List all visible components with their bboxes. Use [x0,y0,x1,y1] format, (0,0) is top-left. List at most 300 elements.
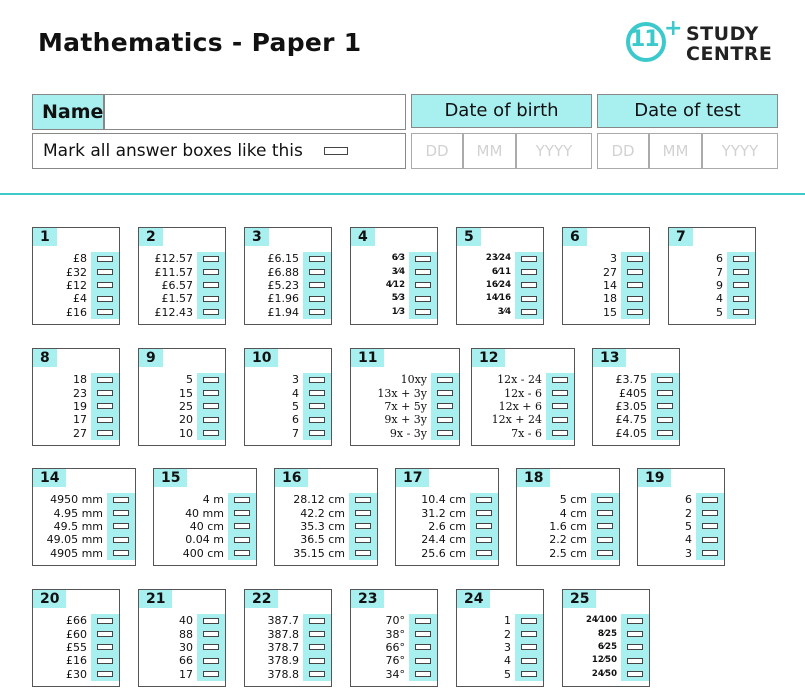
answer-label: 23⁄24 [485,253,511,264]
answer-checkbox[interactable] [355,523,371,529]
answer-label: £55 [66,640,87,654]
dot-day-field[interactable]: DD [597,133,649,169]
answer-label: 16⁄24 [485,279,511,290]
answer-checkbox[interactable] [552,377,568,383]
question-1 [32,227,120,325]
question-options [586,614,649,681]
answer-option [73,427,119,440]
answer-checkbox[interactable] [552,417,568,423]
answer-checkbox[interactable] [97,296,113,302]
answer-checkbox[interactable] [627,658,643,664]
answer-label: 0.04 m [185,533,224,547]
question-7 [668,227,756,325]
answer-checkbox[interactable] [309,256,325,262]
answer-box-cell [91,654,119,667]
answer-checkbox[interactable] [309,403,325,409]
answer-checkbox[interactable] [521,256,537,262]
answer-label: 49.05 mm [46,533,103,547]
answer-checkbox[interactable] [97,390,113,396]
answer-option [685,547,724,560]
answer-label: 40 mm [185,506,224,520]
question-options [492,373,574,440]
answer-checkbox[interactable] [203,618,219,624]
answer-checkbox[interactable] [597,497,613,503]
answer-checkbox[interactable] [521,644,537,650]
answer-box-cell [91,641,119,654]
answer-box-cell [303,306,331,319]
answer-option [179,373,225,386]
answer-box-cell [591,493,619,506]
answer-box-cell [197,400,225,413]
answer-box-cell [621,627,649,640]
answer-checkbox[interactable] [97,417,113,423]
answer-checkbox[interactable] [234,510,250,516]
answer-checkbox[interactable] [203,430,219,436]
answer-label: 9 [716,278,723,292]
answer-checkbox[interactable] [627,644,643,650]
answer-label: £4.05 [615,426,647,440]
answer-checkbox[interactable] [627,256,643,262]
answer-option [616,413,680,426]
answer-checkbox[interactable] [234,550,250,556]
answer-box-cell [303,400,331,413]
answer-option [268,654,332,667]
answer-checkbox[interactable] [552,390,568,396]
answer-checkbox[interactable] [234,537,250,543]
answer-box-cell [515,292,543,305]
answer-label: 3⁄4 [497,306,511,317]
dob-label: Date of birth [411,94,592,128]
answer-box-cell [651,373,679,386]
answer-checkbox[interactable] [415,618,431,624]
answer-box-cell [197,668,225,681]
answer-label: £1.57 [161,292,193,306]
answer-checkbox[interactable] [234,497,250,503]
answer-option [293,493,377,506]
answer-box-cell [546,400,574,413]
answer-checkbox[interactable] [627,631,643,637]
answer-box-cell [651,400,679,413]
answer-option [73,413,119,426]
question-number: 21 [139,590,172,608]
answer-label: 5⁄3 [391,293,405,304]
answer-option [549,547,619,560]
answer-option [386,614,438,627]
question-13 [592,348,680,446]
answer-checkbox[interactable] [627,296,643,302]
question-23 [350,589,438,687]
answer-box-cell [349,533,377,546]
answer-box-cell [303,373,331,386]
question-options [47,493,135,560]
answer-checkbox[interactable] [521,631,537,637]
answer-label: 3 [504,640,511,654]
answer-checkbox[interactable] [415,671,431,677]
answer-checkbox[interactable] [309,631,325,637]
answer-option [293,533,377,546]
answer-box-cell [107,547,135,560]
answer-box-cell [228,533,256,546]
question-18 [516,468,620,566]
dot-year-field[interactable]: YYYY [702,133,778,169]
answer-checkbox[interactable] [97,256,113,262]
answer-checkbox[interactable] [733,296,749,302]
answer-checkbox[interactable] [702,523,718,529]
answer-label: £6.88 [267,265,299,279]
answer-checkbox[interactable] [437,390,453,396]
answer-option [486,279,543,292]
question-options [716,252,755,319]
answer-checkbox[interactable] [521,309,537,315]
answer-checkbox[interactable] [733,309,749,315]
answer-box-cell [651,413,679,426]
answer-option [421,506,498,519]
answer-option [268,279,332,292]
answer-checkbox[interactable] [552,403,568,409]
answer-option [292,400,331,413]
question-number: 12 [472,349,505,367]
answer-label: £4 [73,292,87,306]
answer-option [586,641,649,654]
answer-checkbox[interactable] [597,510,613,516]
answer-option [586,654,649,667]
answer-box-cell [303,668,331,681]
answer-box-cell [621,252,649,265]
answer-label: 6⁄3 [391,253,405,264]
answer-checkbox[interactable] [437,417,453,423]
answer-checkbox[interactable] [97,403,113,409]
question-17 [395,468,499,566]
answer-checkbox[interactable] [476,510,492,516]
answer-label: 15 [179,386,193,400]
answer-box-cell [621,292,649,305]
answer-checkbox[interactable] [203,658,219,664]
answer-option [268,306,332,319]
answer-box-cell [621,306,649,319]
answer-checkbox[interactable] [203,282,219,288]
answer-box-cell [696,547,724,560]
answer-checkbox[interactable] [355,550,371,556]
answer-label: £11.57 [154,265,193,279]
answer-box-cell [546,427,574,440]
question-5 [456,227,544,325]
answer-checkbox[interactable] [309,658,325,664]
question-number: 3 [245,228,269,246]
answer-checkbox[interactable] [113,523,129,529]
answer-checkbox[interactable] [476,550,492,556]
answer-checkbox[interactable] [521,296,537,302]
answer-label: 5 [716,305,723,319]
answer-checkbox[interactable] [627,671,643,677]
answer-box-cell [409,279,437,292]
answer-checkbox[interactable] [309,417,325,423]
answer-checkbox[interactable] [733,269,749,275]
dob-day-field[interactable]: DD [411,133,463,169]
answer-label: 49.5 mm [53,519,103,533]
answer-checkbox[interactable] [415,644,431,650]
answer-box-cell [228,520,256,533]
answer-checkbox[interactable] [309,671,325,677]
answer-option [73,373,119,386]
answer-checkbox[interactable] [415,631,431,637]
answer-box-cell [303,614,331,627]
answer-checkbox[interactable] [597,550,613,556]
answer-checkbox[interactable] [657,417,673,423]
answer-label: 24.4 cm [421,533,466,547]
answer-checkbox[interactable] [415,309,431,315]
answer-label: 3 [610,252,617,266]
answer-checkbox[interactable] [309,618,325,624]
answer-checkbox[interactable] [355,510,371,516]
answer-checkbox[interactable] [309,296,325,302]
answer-option [66,627,119,640]
answer-checkbox[interactable] [552,430,568,436]
answer-checkbox[interactable] [203,377,219,383]
answer-label: 4 [716,292,723,306]
answer-label: 400 cm [182,546,224,560]
answer-checkbox[interactable] [203,631,219,637]
answer-checkbox[interactable] [97,269,113,275]
question-number: 7 [669,228,693,246]
answer-checkbox[interactable] [97,282,113,288]
answer-box-cell [303,265,331,278]
answer-option [293,547,377,560]
answer-checkbox[interactable] [702,497,718,503]
answer-checkbox[interactable] [97,631,113,637]
answer-box-cell [409,641,437,654]
answer-label: 5 cm [559,493,587,507]
answer-checkbox[interactable] [702,550,718,556]
answer-box-cell [197,627,225,640]
answer-checkbox[interactable] [203,296,219,302]
answer-box-cell [91,386,119,399]
answer-label: 1.6 cm [549,519,587,533]
question-options [73,373,119,440]
answer-checkbox[interactable] [415,282,431,288]
answer-checkbox[interactable] [415,269,431,275]
dot-month-field[interactable]: MM [649,133,702,169]
answer-checkbox[interactable] [702,510,718,516]
answer-checkbox[interactable] [97,658,113,664]
answer-label: £3.05 [615,399,647,413]
dob-year-field[interactable]: YYYY [516,133,592,169]
answer-checkbox[interactable] [203,671,219,677]
answer-checkbox[interactable] [113,510,129,516]
answer-checkbox[interactable] [309,390,325,396]
answer-checkbox[interactable] [521,618,537,624]
answer-label: 13x + 3y [377,386,427,400]
answer-label: 88 [179,627,193,641]
answer-checkbox[interactable] [437,377,453,383]
answer-label: 387.7 [267,614,299,628]
question-20 [32,589,120,687]
answer-checkbox[interactable] [702,537,718,543]
answer-checkbox[interactable] [627,282,643,288]
question-number: 19 [638,469,671,487]
answer-checkbox[interactable] [203,309,219,315]
answer-option [155,265,226,278]
answer-checkbox[interactable] [97,618,113,624]
answer-option [183,493,256,506]
answer-option [386,668,438,681]
answer-box-cell [303,413,331,426]
answer-checkbox[interactable] [476,537,492,543]
answer-checkbox[interactable] [97,430,113,436]
answer-option [549,493,619,506]
answer-checkbox[interactable] [657,390,673,396]
answer-checkbox[interactable] [627,269,643,275]
answer-checkbox[interactable] [113,537,129,543]
answer-checkbox[interactable] [203,390,219,396]
answer-checkbox[interactable] [597,537,613,543]
answer-option [386,252,437,265]
answer-checkbox[interactable] [234,523,250,529]
answer-checkbox[interactable] [309,430,325,436]
answer-checkbox[interactable] [113,497,129,503]
answer-checkbox[interactable] [521,658,537,664]
answer-checkbox[interactable] [203,256,219,262]
answer-box-cell [515,279,543,292]
answer-box-cell [696,520,724,533]
answer-checkbox[interactable] [97,671,113,677]
answer-checkbox[interactable] [597,523,613,529]
answer-label: £12 [66,278,87,292]
answer-checkbox[interactable] [733,256,749,262]
answer-checkbox[interactable] [627,309,643,315]
answer-box-cell [197,413,225,426]
answer-checkbox[interactable] [97,377,113,383]
answer-checkbox[interactable] [521,282,537,288]
answer-checkbox[interactable] [203,644,219,650]
answer-box-cell [91,400,119,413]
answer-label: 35.3 cm [300,519,345,533]
answer-box-cell [515,654,543,667]
answer-option [586,627,649,640]
answer-checkbox[interactable] [309,377,325,383]
answer-checkbox[interactable] [627,618,643,624]
question-options [377,373,459,440]
answer-checkbox[interactable] [355,497,371,503]
answer-label: 12x + 6 [498,399,542,413]
answer-box-cell [107,533,135,546]
question-options [549,493,619,560]
answer-option [386,279,437,292]
logo-text-line2: CENTRE [686,43,773,65]
answer-label: £8 [73,252,87,266]
answer-checkbox[interactable] [437,403,453,409]
answer-checkbox[interactable] [657,403,673,409]
answer-checkbox[interactable] [309,282,325,288]
answer-checkbox[interactable] [733,282,749,288]
answer-option [183,520,256,533]
answer-checkbox[interactable] [309,269,325,275]
answer-label: 27 [603,265,617,279]
answer-option [66,279,119,292]
answer-option [603,279,649,292]
answer-label: 7x - 6 [511,426,542,440]
answer-checkbox[interactable] [203,403,219,409]
answer-checkbox[interactable] [476,497,492,503]
answer-checkbox[interactable] [203,417,219,423]
answer-label: 4 m [202,493,224,507]
answer-box-cell [621,265,649,278]
answer-box-cell [91,668,119,681]
answer-checkbox[interactable] [113,550,129,556]
answer-label: 4 [504,654,511,668]
name-field[interactable] [104,94,406,130]
question-options [66,252,119,319]
answer-option [603,252,649,265]
question-number: 15 [154,469,187,487]
answer-option [377,386,459,399]
answer-option [685,506,724,519]
answer-option [492,427,574,440]
answer-option [293,520,377,533]
answer-label: 66° [385,640,405,654]
answer-option [179,614,225,627]
answer-checkbox[interactable] [97,309,113,315]
answer-option [155,279,226,292]
answer-option [183,547,256,560]
answer-checkbox[interactable] [657,430,673,436]
answer-box-cell [546,386,574,399]
answer-label: 387.8 [267,627,299,641]
answer-option [716,279,755,292]
answer-box-cell [197,252,225,265]
answer-label: £16 [66,305,87,319]
answer-checkbox[interactable] [309,644,325,650]
answer-box-cell [621,641,649,654]
answer-label: £1.96 [267,292,299,306]
answer-checkbox[interactable] [355,537,371,543]
answer-box-cell [470,520,498,533]
answer-option [268,265,332,278]
answer-label: 66 [179,654,193,668]
question-number: 22 [245,590,278,608]
answer-checkbox[interactable] [476,523,492,529]
answer-label: 24⁄50 [591,668,617,679]
answer-checkbox[interactable] [97,644,113,650]
answer-box-cell [303,654,331,667]
answer-checkbox[interactable] [521,671,537,677]
question-number: 6 [563,228,587,246]
answer-option [504,627,543,640]
answer-checkbox[interactable] [203,269,219,275]
answer-checkbox[interactable] [309,309,325,315]
answer-checkbox[interactable] [415,256,431,262]
answer-label: £12.43 [154,305,193,319]
answer-checkbox[interactable] [415,658,431,664]
answer-label: 378.7 [267,640,299,654]
study-centre-logo [624,16,784,70]
answer-box-cell [409,292,437,305]
answer-box-cell [591,520,619,533]
answer-box-cell [197,641,225,654]
dob-month-field[interactable]: MM [463,133,516,169]
answer-option [179,427,225,440]
answer-checkbox[interactable] [437,430,453,436]
question-15 [153,468,257,566]
answer-box-cell [303,252,331,265]
answer-checkbox[interactable] [415,296,431,302]
answer-box-cell [470,493,498,506]
answer-label: 6⁄25 [597,641,617,652]
answer-option [377,373,459,386]
answer-option [377,427,459,440]
answer-option [179,641,225,654]
answer-checkbox[interactable] [521,269,537,275]
answer-checkbox[interactable] [657,377,673,383]
